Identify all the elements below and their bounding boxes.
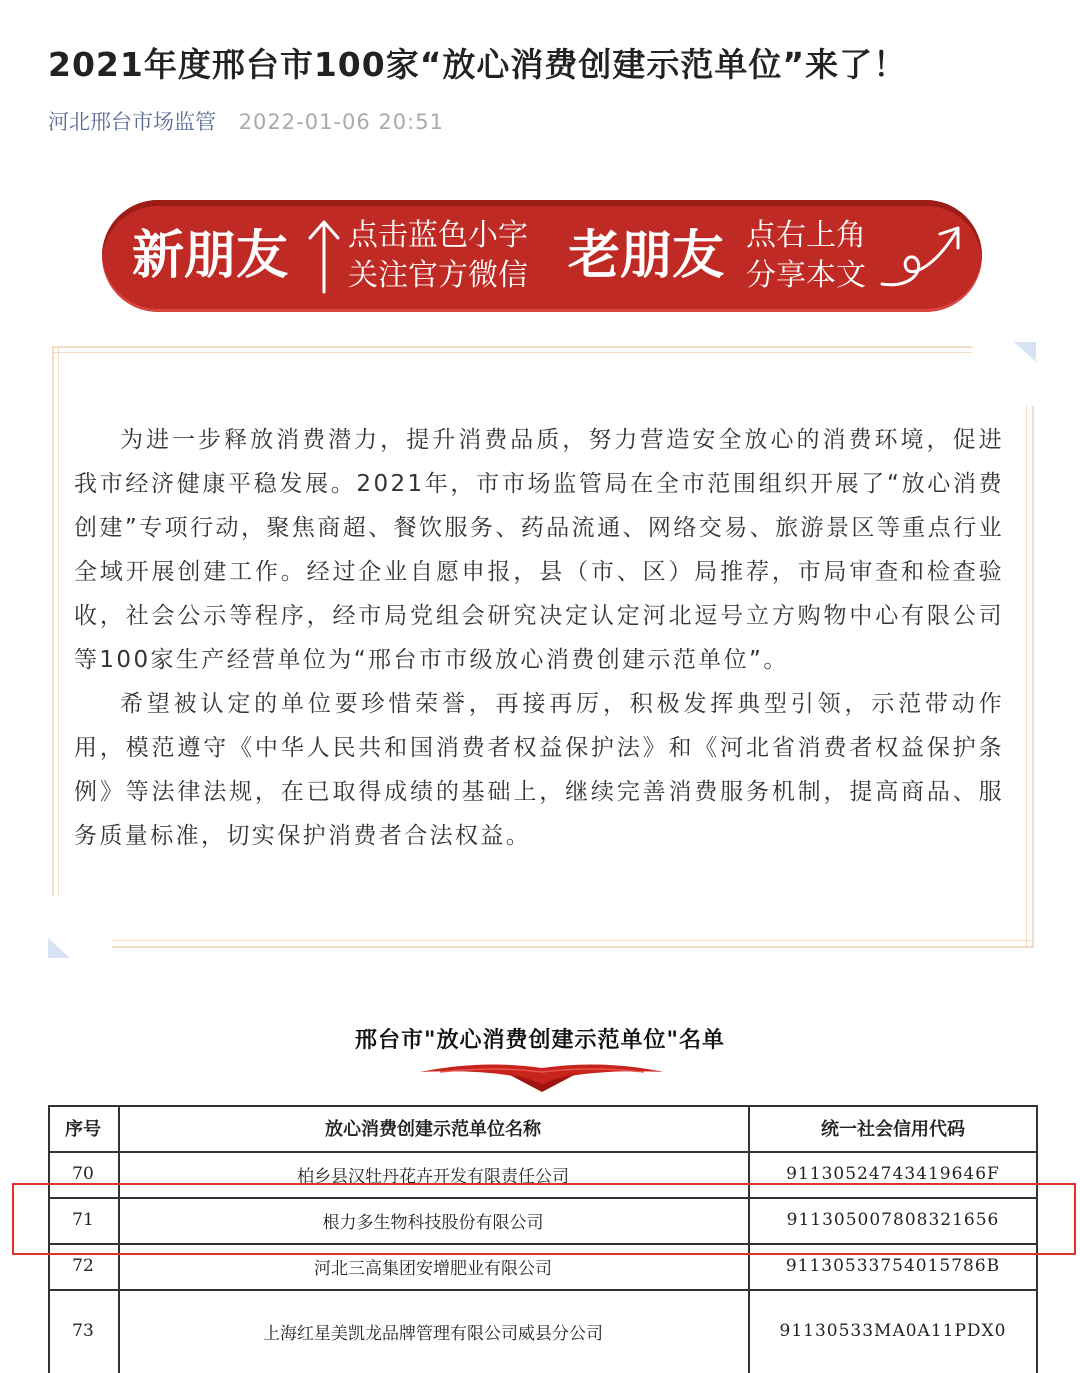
row-seq: 70 [72, 1164, 94, 1184]
row-name: 上海红星美凯龙品牌管理有限公司威县分公司 [263, 1323, 603, 1344]
curved-arrow-icon [878, 218, 968, 290]
header-code: 统一社会信用代码 [821, 1119, 965, 1140]
publish-time: 2022-01-06 20:51 [238, 110, 444, 134]
row-name: 河北三高集团安增肥业有限公司 [314, 1258, 552, 1279]
row-seq: 71 [72, 1210, 94, 1230]
row-code: 91130524743419646F [786, 1164, 1000, 1184]
follow-share-banner [102, 200, 982, 312]
highlight-box-row-71 [12, 1183, 1076, 1255]
table-row [48, 1289, 1038, 1373]
account-name-link[interactable]: 河北邢台市场监管 [48, 110, 216, 134]
intro-text [74, 418, 1004, 858]
share-hint-line1: 点右上角 [746, 218, 866, 253]
header-name: 放心消费创建示范单位名称 [325, 1119, 541, 1140]
article-title: 2021年度邢台市100家“放心消费创建示范单位”来了！ [48, 45, 908, 84]
intro-paragraph-2: 希望被认定的单位要珍惜荣誉，再接再厉，积极发挥典型引领，示范带动作用，模范遵守《中华人民共和国消费者权益保护法》和《河北省消费者权益保护条例》等法律法规，在已取得成绩的基础上，继续完善消费服务机制，提高商品、服务质量标准，切实保护消费者合法权益。 [74, 691, 1004, 849]
old-friend-label: 老朋友 [568, 226, 725, 286]
list-title: 邢台市"放心消费创建示范单位"名单 [355, 1027, 725, 1053]
article-meta [48, 106, 444, 138]
row-seq: 73 [72, 1321, 94, 1341]
new-friend-label: 新朋友 [132, 226, 289, 286]
row-code: 91130533754015786B [785, 1256, 1001, 1276]
table-header-row [48, 1105, 1038, 1151]
follow-hint [348, 216, 528, 296]
header-seq: 序号 [65, 1119, 101, 1140]
ribbon-decoration [420, 1054, 664, 1094]
intro-paragraph-1: 为进一步释放消费潜力，提升消费品质，努力营造安全放心的消费环境，促进我市经济健康平稳发展。2021年，市市场监管局在全市范围组织开展了“放心消费创建”专项行动，聚焦商超、餐饮服务、药品流通、网络交易、旅游景区等重点行业全域开展创建工作。经过企业自愿申报，县（市、区）局推荐，市局审查和检查验收，社会公示等程序，经市局党组会研究决定认定河北逗号立方购物中心有限公司等100家生产经营单位为“邢台市市级放心消费创建示范单位”。 [74, 427, 1004, 673]
row-code: 911305007808321656 [786, 1210, 1000, 1230]
row-name: 根力多生物科技股份有限公司 [322, 1212, 544, 1233]
row-code: 91130533MA0A11PDX0 [779, 1321, 1007, 1341]
share-hint-line2: 分享本文 [746, 258, 866, 293]
follow-hint-line1: 点击蓝色小字 [348, 218, 528, 253]
row-name: 柏乡县汉牡丹花卉开发有限责任公司 [297, 1166, 569, 1187]
row-seq: 72 [72, 1256, 94, 1276]
arrow-up-icon [304, 216, 344, 296]
follow-hint-line2: 关注官方微信 [348, 258, 528, 293]
share-hint [746, 216, 866, 296]
